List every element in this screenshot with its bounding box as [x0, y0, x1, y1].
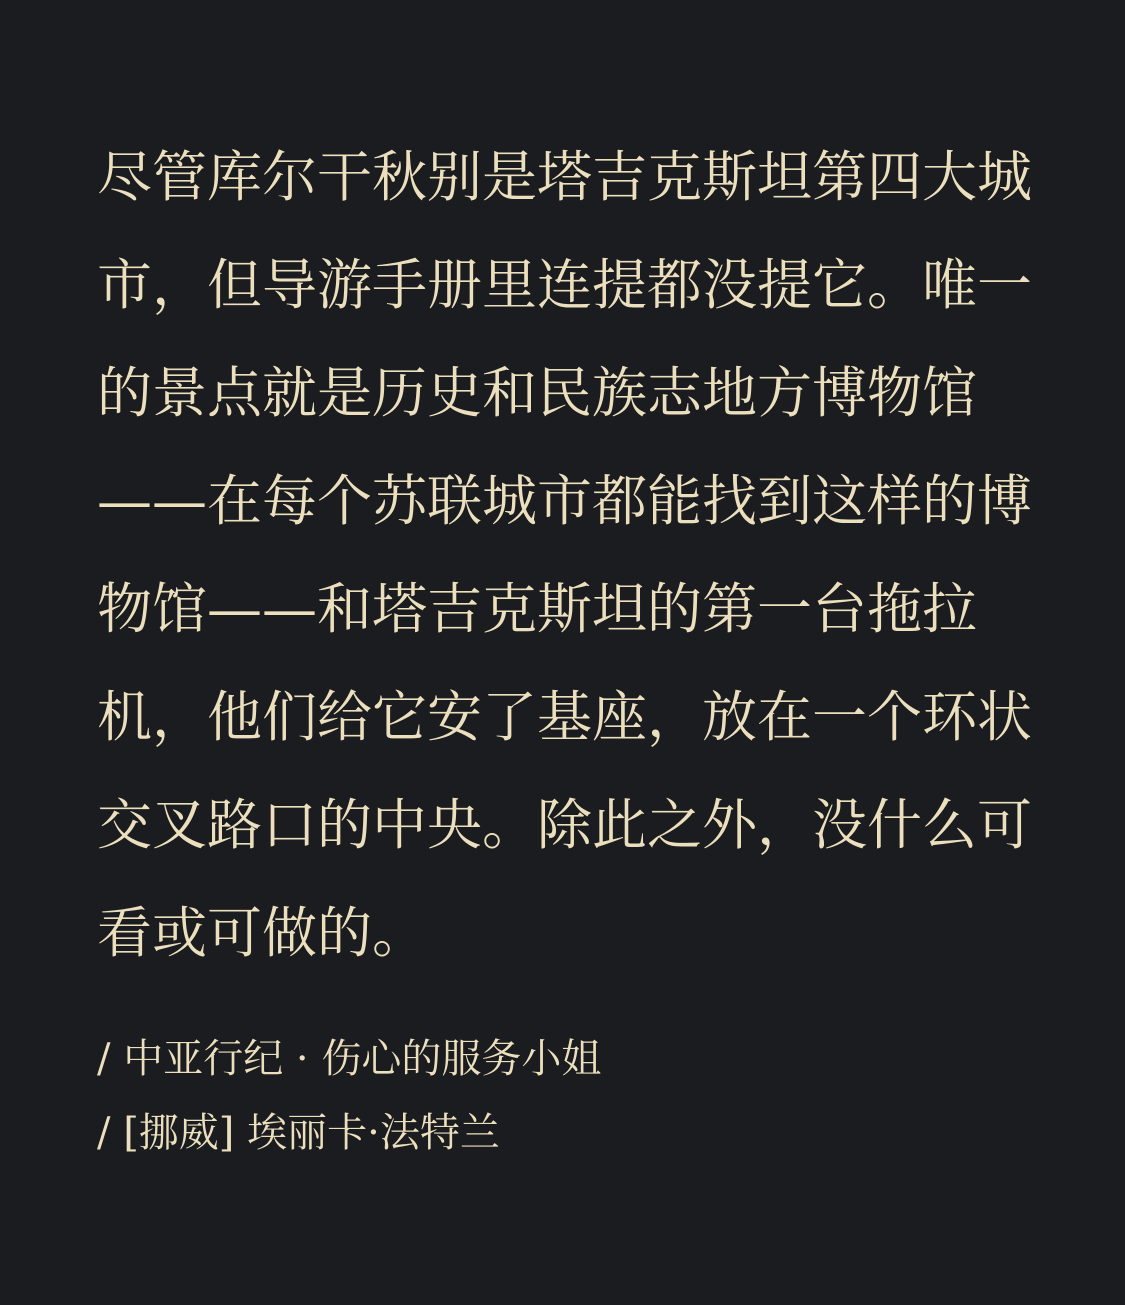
- attribution-source: / 中亚行纪 · 伤心的服务小姐: [97, 1036, 602, 1082]
- quote-line: ——在每个苏联城市都能找到这样的博: [97, 469, 1033, 533]
- attribution-author: / [挪威] 埃丽卡·法特兰: [97, 1110, 500, 1156]
- quote-line: 机，他们给它安了基座，放在一个环状: [97, 685, 1033, 749]
- quote-line: 物馆——和塔吉克斯坦的第一台拖拉: [97, 577, 978, 641]
- quote-text: [97, 123, 1085, 987]
- quote-line: 市，但导游手册里连提都没提它。唯一: [97, 253, 1033, 317]
- quote-line: 看或可做的。: [97, 901, 428, 965]
- quote-line: 的景点就是历史和民族志地方博物馆: [97, 361, 978, 425]
- quote-line: 尽管库尔干秋别是塔吉克斯坦第四大城: [97, 145, 1033, 209]
- attribution: [97, 1022, 1085, 1170]
- quote-line: 交叉路口的中央。除此之外，没什么可: [97, 793, 1033, 857]
